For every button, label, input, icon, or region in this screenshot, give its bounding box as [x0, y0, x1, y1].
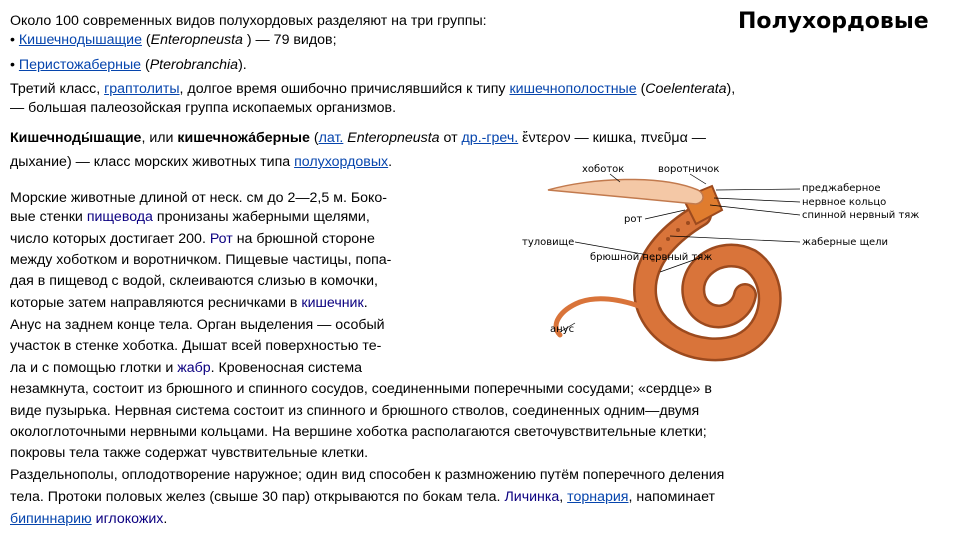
link-greek[interactable]: др.-греч.: [461, 130, 519, 146]
text: виде пузырька. Нервная система состоит из спинного и брюшного стволов, соединенных одним—двумя: [10, 403, 700, 419]
text: окологлоточными нервными кольцами. На вершине хоботка располагаются светочувствительные клетки;: [10, 424, 707, 440]
definition-line-1: [10, 129, 706, 148]
body-line: [10, 230, 375, 249]
link-graptolites[interactable]: граптолиты: [104, 81, 180, 97]
text: дыхание) — класс морских животных типа: [10, 154, 295, 170]
group-item-2: [10, 56, 247, 75]
worm-body-fill: [645, 215, 770, 349]
label-prebranchial: преджаберное: [802, 183, 881, 194]
latin-name: Enteropneusta: [150, 32, 243, 48]
worm-proboscis: [548, 179, 703, 204]
body-line: [10, 208, 370, 227]
text: .: [163, 511, 168, 527]
text: участок в стенке хоботка. Дышат всей поверхностью те-: [10, 338, 382, 354]
intro-text: Около 100 современных видов полухордовых разделяют на три группы:: [10, 13, 487, 29]
term-gills[interactable]: жабр: [177, 360, 211, 376]
body-line: [10, 466, 724, 485]
page-title: Полухордовые: [738, 9, 929, 34]
group-end: ).: [238, 57, 247, 73]
text: дая в пищевод с водой, склеиваются слизью в комочки,: [10, 273, 378, 289]
label-trunk: туловище: [522, 237, 575, 248]
text: ,: [559, 489, 568, 505]
label-dorsal-nerve: спинной нервный тяж: [802, 210, 920, 221]
text: (: [309, 130, 319, 146]
label-ventral-nerve: брюшной нервный тяж: [590, 252, 713, 263]
paren: (: [141, 32, 151, 48]
term-mouth[interactable]: Рот: [209, 231, 233, 247]
label-anus: анус: [550, 324, 575, 335]
intro-line-4: [10, 80, 735, 99]
text: покровы тела также содержат чувствительные клетки.: [10, 445, 369, 461]
definition-line-2: [10, 153, 392, 172]
link-hemichordata[interactable]: полухордовых: [294, 154, 389, 170]
label-collar: воротничок: [658, 164, 720, 175]
latin-name: Enteropneusta: [343, 130, 440, 146]
text: — большая палеозойская группа ископаемых организмов.: [10, 100, 397, 116]
body-line: [10, 251, 391, 270]
text: Раздельнополы, оплодотворение наружное; один вид способен к размножению путём поперечного деления: [10, 467, 725, 483]
text: пронизаны жаберными щелями,: [152, 209, 370, 225]
bullet: •: [10, 32, 15, 48]
text: Анус на заднем конце тела. Орган выделения — особый: [10, 317, 385, 333]
text: вые стенки: [10, 209, 87, 225]
text: . Кровеносная система: [210, 360, 362, 376]
label-mouth: рот: [624, 214, 643, 225]
body-line: [10, 488, 715, 507]
body-line: [10, 272, 378, 291]
paren: (: [141, 57, 150, 73]
greek-word: ἔντερον: [518, 130, 571, 146]
text: (: [636, 81, 646, 97]
text: , долгое время ошибочно причислявшийся к типу: [179, 81, 510, 97]
body-line: [10, 359, 362, 378]
greek-word: πνεῦμα: [640, 130, 688, 146]
body-line: [10, 510, 167, 529]
intro-line-5: [10, 99, 396, 118]
term-echinoderms[interactable]: иглокожих: [95, 511, 164, 527]
body-line: [10, 316, 385, 335]
text: незамкнута, состоит из брюшного и спинного сосудов, соединенными поперечными сосудами; «сердце» в: [10, 381, 712, 397]
latin-name: Coelenterata: [645, 81, 727, 97]
term-2: кишечножа́берные: [177, 130, 310, 146]
term-larva[interactable]: Личинка: [504, 489, 560, 505]
text: ),: [726, 81, 736, 97]
link-bipinnaria[interactable]: бипиннарию: [10, 511, 92, 527]
label-gill-slits: жаберные щели: [802, 237, 889, 248]
body-line: [10, 402, 699, 421]
link-pterobranchia[interactable]: Перистожаберные: [18, 57, 142, 73]
intro-line-1: [10, 12, 487, 31]
acorn-worm-illustration: [500, 160, 950, 385]
body-line: [10, 337, 381, 356]
group-count: ) — 79 видов;: [242, 32, 337, 48]
text: .: [363, 295, 368, 311]
term-esophagus[interactable]: пищевода: [86, 209, 153, 225]
text: .: [388, 154, 393, 170]
text: Морские животные длиной от неск. см до 2—2,5 м. Боко-: [10, 190, 388, 206]
term-intestine[interactable]: кишечник: [301, 295, 364, 311]
text: на брюшной стороне: [232, 231, 375, 247]
text: тела. Протоки половых желез (свыше 30 пар) открываются по бокам тела.: [10, 489, 505, 505]
label-proboscis: хоботок: [582, 164, 625, 175]
text: число которых достигает 200.: [10, 231, 210, 247]
text: , напоминает: [628, 489, 715, 505]
bullet: •: [10, 57, 15, 73]
body-line: [10, 423, 707, 442]
text: которые затем направляются ресничками в: [10, 295, 302, 311]
text: от: [439, 130, 462, 146]
link-enteropneusta[interactable]: Кишечнодышащие: [18, 32, 142, 48]
text: между хоботком и воротничком. Пищевые частицы, попа-: [10, 252, 392, 268]
term-1: Кишечноды́шащие: [10, 130, 142, 146]
link-coelenterata[interactable]: кишечнополостные: [509, 81, 637, 97]
text: — кишка,: [570, 130, 641, 146]
text: , или: [141, 130, 178, 146]
body-line: [10, 294, 368, 313]
text: Третий класс,: [10, 81, 105, 97]
body-line: [10, 444, 368, 463]
link-latin[interactable]: лат.: [318, 130, 344, 146]
text: ла и с помощью глотки и: [10, 360, 178, 376]
latin-name: Pterobranchia: [149, 57, 239, 73]
body-line: [10, 189, 387, 208]
text: —: [687, 130, 706, 146]
label-nerve-ring: нервное кольцо: [802, 197, 887, 208]
link-tornaria[interactable]: торнария: [567, 489, 629, 505]
group-item-1: [10, 31, 337, 50]
